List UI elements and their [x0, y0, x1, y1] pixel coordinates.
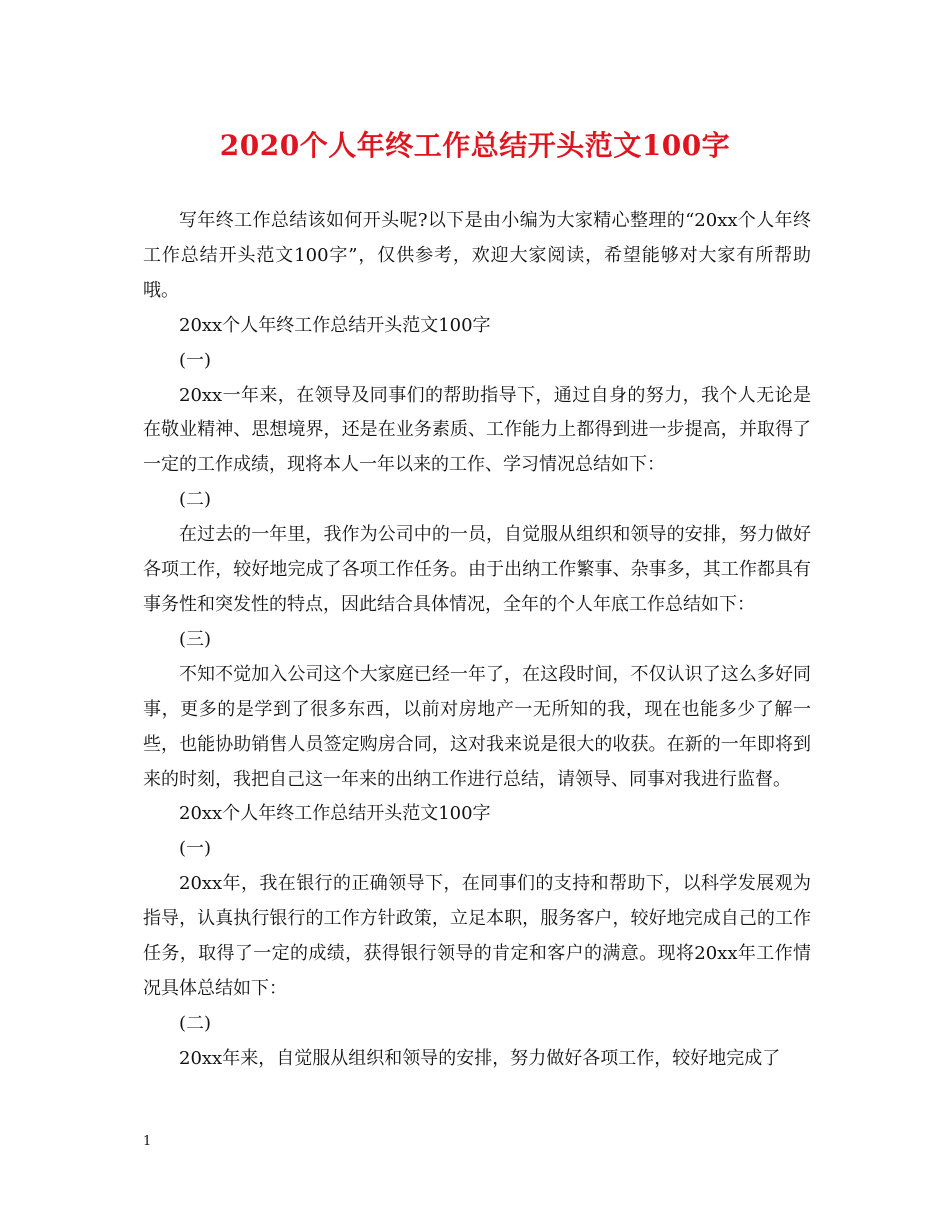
- section-heading: 20xx个人年终工作总结开头范文100字: [179, 803, 491, 825]
- intro-paragraph: 写年终工作总结该如何开头呢?以下是由小编为大家精心整理的“20xx个人年终工作总结开头范文100字”，仅供参考，欢迎大家阅读，希望能够对大家有所帮助哦。: [143, 210, 811, 301]
- body-paragraph: 20xx年，我在银行的正确领导下，在同事们的支持和帮助下，以科学发展观为指导，认真执行银行的工作方针政策，立足本职，服务客户，较好地完成自己的工作任务，取得了一定的成绩，获得银行领导的肯定和客户的满意。现将20xx年工作情况具体总结如下：: [143, 873, 811, 999]
- section-heading: 20xx个人年终工作总结开头范文100字: [179, 314, 491, 336]
- body-paragraph: 20xx年来，自觉服从组织和领导的安排，努力做好各项工作，较好地完成了: [179, 1047, 781, 1069]
- body-paragraph: 在过去的一年里，我作为公司中的一员，自觉服从组织和领导的安排，努力做好各项工作，较好地完成了各项工作任务。由于出纳工作繁事、杂事多，其工作都具有事务性和突发性的特点，因此结合具体情况，全年的个人年底工作总结如下：: [143, 524, 811, 615]
- item-marker: (二): [179, 1012, 212, 1034]
- body-paragraph: 不知不觉加入公司这个大家庭已经一年了，在这段时间，不仅认识了这么多好同事，更多的是学到了很多东西，以前对房地产一无所知的我，现在也能多少了解一些，也能协助销售人员签定购房合同，这对我来说是很大的收获。在新的一年即将到来的时刻，我把自己这一年来的出纳工作进行总结，请领导、同事对我进行监督。: [143, 663, 811, 790]
- item-marker: (一): [179, 349, 212, 371]
- body-paragraph: 20xx一年来，在领导及同事们的帮助指导下，通过自身的努力，我个人无论是在敬业精神、思想境界，还是在业务素质、工作能力上都得到进一步提高，并取得了一定的工作成绩，现将本人一年以来的工作、学习情况总结如下：: [143, 384, 811, 476]
- page-number: 1: [143, 1134, 152, 1149]
- item-marker: (二): [179, 489, 212, 511]
- item-marker: (三): [179, 628, 212, 650]
- item-marker: (一): [179, 838, 212, 860]
- document-title: 2020个人年终工作总结开头范文100字: [219, 129, 731, 162]
- document-body: [143, 204, 811, 1077]
